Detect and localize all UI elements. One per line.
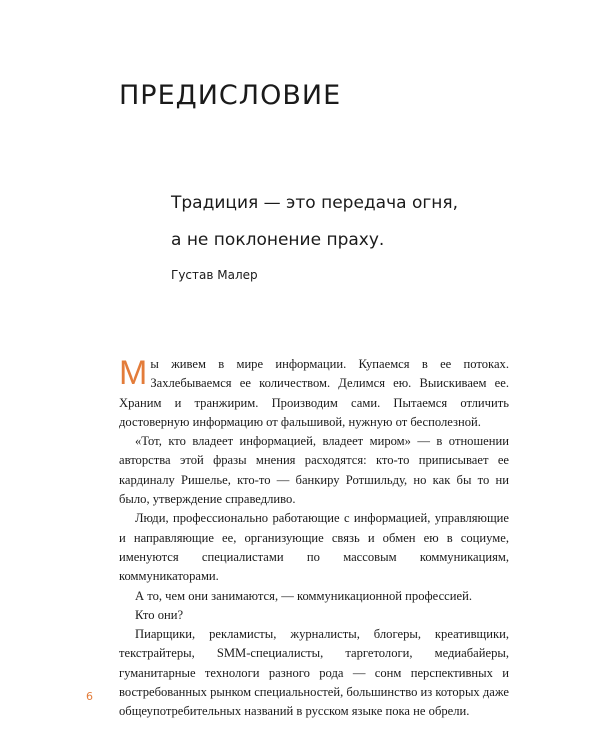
paragraph-3: Люди, профессионально работающие с информацией, управляющие и направляющие ее, организующие связь и обмен ею в социуме, именуются специалистами по массовым коммуникациям, коммуникаторами.: [119, 511, 509, 584]
chapter-title: ПРЕДИСЛОВИЕ: [119, 80, 342, 111]
paragraph-4: А то, чем они занимаются, — коммуникационной профессией.: [135, 588, 472, 603]
epigraph-author: Густав Малер: [171, 268, 258, 282]
paragraph-1: [119, 355, 509, 432]
paragraph-5: Кто они?: [135, 607, 184, 622]
body-text: [119, 355, 509, 722]
page-number: 6: [86, 690, 93, 703]
paragraph-6: Пиарщики, рекламисты, журналисты, блогеры, креативщики, текстрайтеры, SMM-специалисты, таргетологи, медиабайеры, гуманитарные технологи разного рода — сонм перспективных и востребованных рынком специальностей, большинство из которых даже общеупотребительных названий в русском языке пока не обрели.: [119, 627, 509, 719]
dropcap: М: [119, 354, 148, 392]
epigraph: [171, 192, 501, 282]
paragraph-1-text: ы живем в мире информации. Купаемся в ее потоках. Захлебываемся ее количеством. Делимся ею. Выискиваем ее. Храним и транжирим. Производим сами. Пытаемся отличить достоверную информацию от фальшивой, нужную от бесполезной.: [119, 357, 509, 429]
epigraph-line-1: Традиция — это передача огня,: [171, 193, 459, 213]
epigraph-line-2: а не поклонение праху.: [171, 230, 385, 250]
paragraph-2: «Тот, кто владеет информацией, владеет миром» — в отношении авторства этой фразы мнения расходятся: кто-то приписывает ее кардиналу Ришелье, кто-то — банкиру Ротшильду, но как бы то ни было, утверждение справедливо.: [119, 434, 509, 507]
